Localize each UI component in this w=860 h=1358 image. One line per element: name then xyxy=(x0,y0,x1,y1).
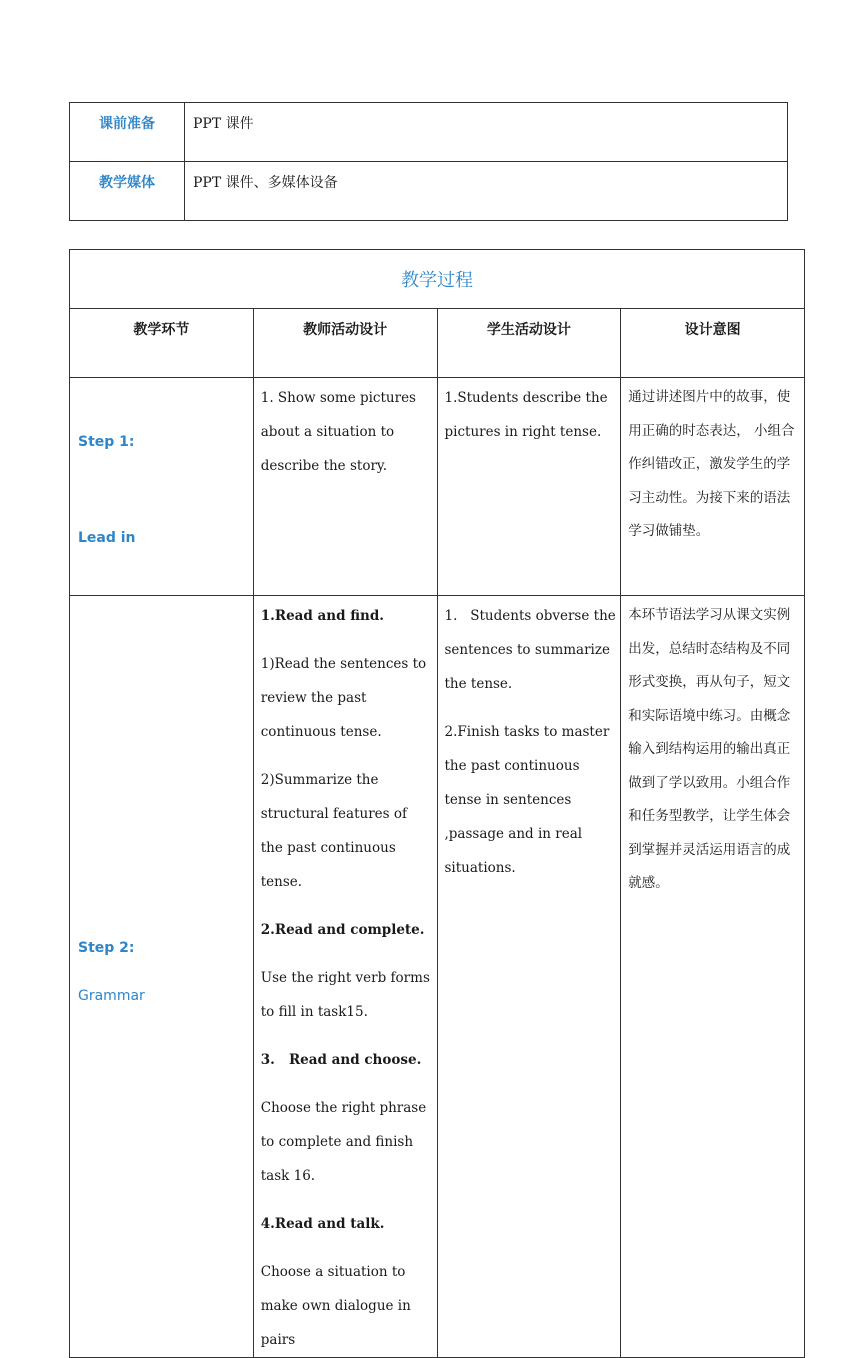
table-row xyxy=(70,378,805,596)
step1-name: Lead in xyxy=(78,530,136,546)
step1-teacher-activity xyxy=(253,378,437,596)
task-text-2: 2)Summarize the structural features of the past continuous tense. xyxy=(260,772,407,890)
header-teacher-activity: 教师活动设计 xyxy=(253,309,437,378)
table-row xyxy=(70,596,805,1358)
media-label: 教学媒体 xyxy=(70,162,185,221)
step1-teacher-text: 1. Show some pictures about a situation to describe the story. xyxy=(260,390,416,474)
task-heading-1: 1.Read and find. xyxy=(260,608,385,624)
prep-label: 课前准备 xyxy=(70,103,185,162)
task-text-1: 1)Read the sentences to review the past continuous tense. xyxy=(260,656,427,740)
step2-student-text-2: 2.Finish tasks to master the past continuous tense in sentences ,passage and in real situations. xyxy=(444,724,610,876)
step1-student-activity xyxy=(437,378,621,596)
step2-student-activity xyxy=(437,596,621,1358)
step1-cell xyxy=(70,378,254,596)
header-design-intent: 设计意图 xyxy=(621,309,805,378)
step2-label: Step 2: xyxy=(78,940,135,956)
table-row xyxy=(70,162,788,221)
step1-label: Step 1: xyxy=(78,434,135,450)
prep-value: PPT 课件 xyxy=(185,103,788,162)
process-title: 教学过程 xyxy=(70,250,805,309)
step1-student-text: 1.Students describe the pictures in right tense. xyxy=(444,390,608,440)
task-text-4: Choose the right phrase to complete and finish task 16. xyxy=(260,1100,427,1184)
teaching-process-table xyxy=(69,249,805,1358)
title-row xyxy=(70,250,805,309)
step2-name: Grammar xyxy=(78,988,145,1004)
task-heading-3: 3. Read and choose. xyxy=(260,1052,422,1068)
step2-teacher-activity xyxy=(253,596,437,1358)
media-value: PPT 课件、多媒体设备 xyxy=(185,162,788,221)
step2-design-intent: 本环节语法学习从课文实例出发，总结时态结构及不同形式变换，再从句子，短文和实际语境中练习。由概念输入到结构运用的输出真正做到了学以致用。小组合作和任务型教学，让学生体会到掌握并灵活运用语言的成就感。 xyxy=(621,596,805,1358)
task-heading-2: 2.Read and complete. xyxy=(260,922,425,938)
header-student-activity: 学生活动设计 xyxy=(437,309,621,378)
task-text-5: Choose a situation to make own dialogue in pairs xyxy=(260,1264,411,1348)
step1-design-intent: 通过讲述图片中的故事，使用正确的时态表达， 小组合作纠错改正，激发学生的学习主动性。为接下来的语法学习做铺垫。 xyxy=(621,378,805,596)
step2-student-text-1: 1. Students obverse the sentences to summarize the tense. xyxy=(444,608,621,692)
header-row xyxy=(70,309,805,378)
header-stage: 教学环节 xyxy=(70,309,254,378)
task-text-3: Use the right verb forms to fill in task15. xyxy=(260,970,430,1020)
task-heading-4: 4.Read and talk. xyxy=(260,1216,385,1232)
preparation-table xyxy=(69,102,788,221)
step2-cell xyxy=(70,596,254,1358)
table-row xyxy=(70,103,788,162)
